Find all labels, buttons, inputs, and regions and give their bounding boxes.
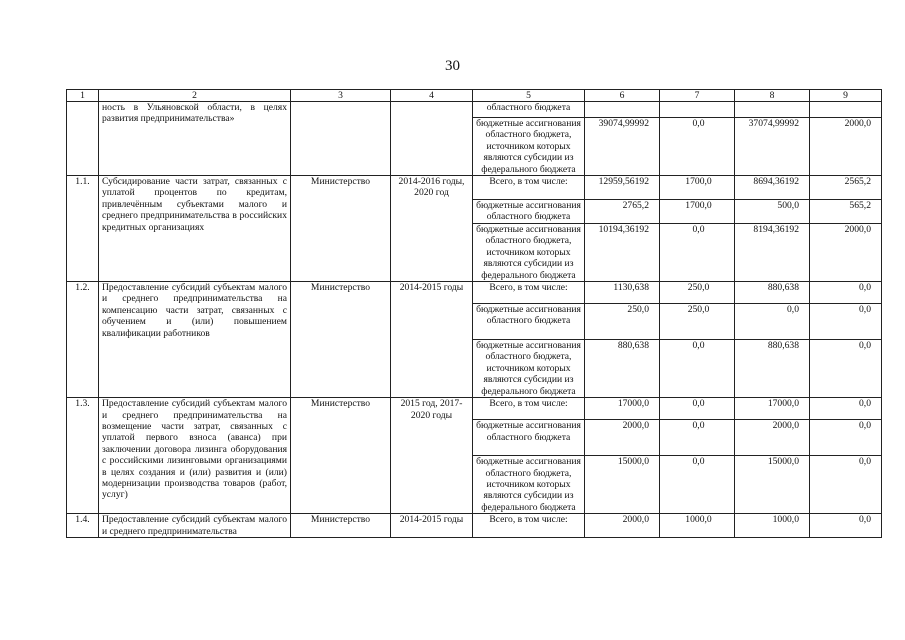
- column-header: 7: [660, 90, 735, 102]
- table-row: [67, 282, 882, 304]
- value-year-2: [735, 102, 810, 118]
- executor: Министерство: [291, 398, 391, 514]
- value-year-3: 2565,2: [810, 176, 882, 200]
- value-year-1: 0,0: [660, 420, 735, 456]
- executor: Министерство: [291, 282, 391, 398]
- funding-source: Всего, в том числе:: [473, 398, 585, 420]
- funding-source: бюджетные ассигнования областного бюджета, источником которых являются субсидии из федерального бюджета: [473, 224, 585, 282]
- period: 2014-2015 годы: [391, 282, 473, 398]
- value-year-2: 15000,0: [735, 456, 810, 514]
- value-year-2: 500,0: [735, 200, 810, 224]
- column-header: 5: [473, 90, 585, 102]
- item-name: Предоставление субсидий субъектам малого и среднего предпринимательства: [99, 514, 291, 538]
- period: [391, 102, 473, 176]
- funding-source: бюджетные ассигнования областного бюджета: [473, 200, 585, 224]
- value-year-1: 0,0: [660, 398, 735, 420]
- value-year-3: 0,0: [810, 514, 882, 538]
- value-total: 2765,2: [585, 200, 660, 224]
- value-year-1: 0,0: [660, 456, 735, 514]
- value-year-3: 0,0: [810, 398, 882, 420]
- value-total: 12959,56192: [585, 176, 660, 200]
- table-row: [67, 398, 882, 420]
- period: 2014-2015 годы: [391, 514, 473, 538]
- funding-source: бюджетные ассигнования областного бюджета, источником которых являются субсидии из федерального бюджета: [473, 340, 585, 398]
- column-header: 6: [585, 90, 660, 102]
- value-total: 880,638: [585, 340, 660, 398]
- value-year-2: 2000,0: [735, 420, 810, 456]
- executor: Министерство: [291, 176, 391, 282]
- funding-source: бюджетные ассигнования областного бюджета: [473, 304, 585, 340]
- value-year-3: 0,0: [810, 456, 882, 514]
- value-year-2: 8194,36192: [735, 224, 810, 282]
- column-header: 4: [391, 90, 473, 102]
- value-year-2: 37074,99992: [735, 118, 810, 176]
- value-total: 2000,0: [585, 420, 660, 456]
- funding-source: Всего, в том числе:: [473, 176, 585, 200]
- funding-source: Всего, в том числе:: [473, 514, 585, 538]
- value-total: 39074,99992: [585, 118, 660, 176]
- value-total: 15000,0: [585, 456, 660, 514]
- value-year-2: 1000,0: [735, 514, 810, 538]
- program-table: [66, 89, 882, 538]
- value-year-1: [660, 102, 735, 118]
- funding-source: бюджетные ассигнования областного бюджета, источником которых являются субсидии из федерального бюджета: [473, 118, 585, 176]
- column-header: 2: [99, 90, 291, 102]
- value-total: 250,0: [585, 304, 660, 340]
- value-year-1: 0,0: [660, 118, 735, 176]
- item-name: Субсидирование части затрат, связанных с уплатой процентов по кредитам, привлечённым субъектами малого и среднего предпринимательства в российских кредитных организациях: [99, 176, 291, 282]
- value-total: [585, 102, 660, 118]
- value-year-3: 0,0: [810, 282, 882, 304]
- item-number: 1.3.: [67, 398, 99, 514]
- value-total: 17000,0: [585, 398, 660, 420]
- column-header: 1: [67, 90, 99, 102]
- value-year-3: 0,0: [810, 420, 882, 456]
- value-year-1: 250,0: [660, 282, 735, 304]
- column-header: 3: [291, 90, 391, 102]
- value-total: 1130,638: [585, 282, 660, 304]
- executor: Министерство: [291, 514, 391, 538]
- item-number: 1.2.: [67, 282, 99, 398]
- value-year-3: 2000,0: [810, 224, 882, 282]
- item-number: [67, 102, 99, 176]
- value-year-1: 250,0: [660, 304, 735, 340]
- column-header: 9: [810, 90, 882, 102]
- column-header: 8: [735, 90, 810, 102]
- table-row: [67, 514, 882, 538]
- value-year-3: [810, 102, 882, 118]
- item-name: Предоставление субсидий субъектам малого и среднего предпринимательства на возмещение части затрат, связанных с уплатой первого взноса (аванса) при заключении договора лизинга оборудования с российскими лизинговыми организациями в целях создания и (или) развития и (или) модернизации производства товаров (работ, услуг): [99, 398, 291, 514]
- period: 2015 год, 2017-2020 годы: [391, 398, 473, 514]
- funding-source: бюджетные ассигнования областного бюджета: [473, 420, 585, 456]
- value-year-2: 8694,36192: [735, 176, 810, 200]
- value-year-3: 0,0: [810, 304, 882, 340]
- executor: [291, 102, 391, 176]
- value-year-3: 0,0: [810, 340, 882, 398]
- item-number: 1.1.: [67, 176, 99, 282]
- value-year-1: 1000,0: [660, 514, 735, 538]
- page-number: 30: [445, 58, 460, 74]
- funding-source: бюджетные ассигнования областного бюджета, источником которых являются субсидии из федерального бюджета: [473, 456, 585, 514]
- table-row: [67, 176, 882, 200]
- item-number: 1.4.: [67, 514, 99, 538]
- value-total: 10194,36192: [585, 224, 660, 282]
- value-total: 2000,0: [585, 514, 660, 538]
- value-year-2: 17000,0: [735, 398, 810, 420]
- value-year-1: 0,0: [660, 340, 735, 398]
- value-year-2: 0,0: [735, 304, 810, 340]
- value-year-2: 880,638: [735, 340, 810, 398]
- table-row: [67, 102, 882, 118]
- period: 2014-2016 годы, 2020 год: [391, 176, 473, 282]
- value-year-1: 0,0: [660, 224, 735, 282]
- value-year-2: 880,638: [735, 282, 810, 304]
- value-year-1: 1700,0: [660, 176, 735, 200]
- item-name: Предоставление субсидий субъектам малого и среднего предпринимательства на компенсацию части затрат, связанных с обучением и (или) повышением квалификации работников: [99, 282, 291, 398]
- value-year-3: 565,2: [810, 200, 882, 224]
- item-name: ность в Ульяновской области, в целях развития предпринимательства»: [99, 102, 291, 176]
- value-year-3: 2000,0: [810, 118, 882, 176]
- funding-source: областного бюджета: [473, 102, 585, 118]
- column-number-row: [67, 90, 882, 102]
- value-year-1: 1700,0: [660, 200, 735, 224]
- funding-source: Всего, в том числе:: [473, 282, 585, 304]
